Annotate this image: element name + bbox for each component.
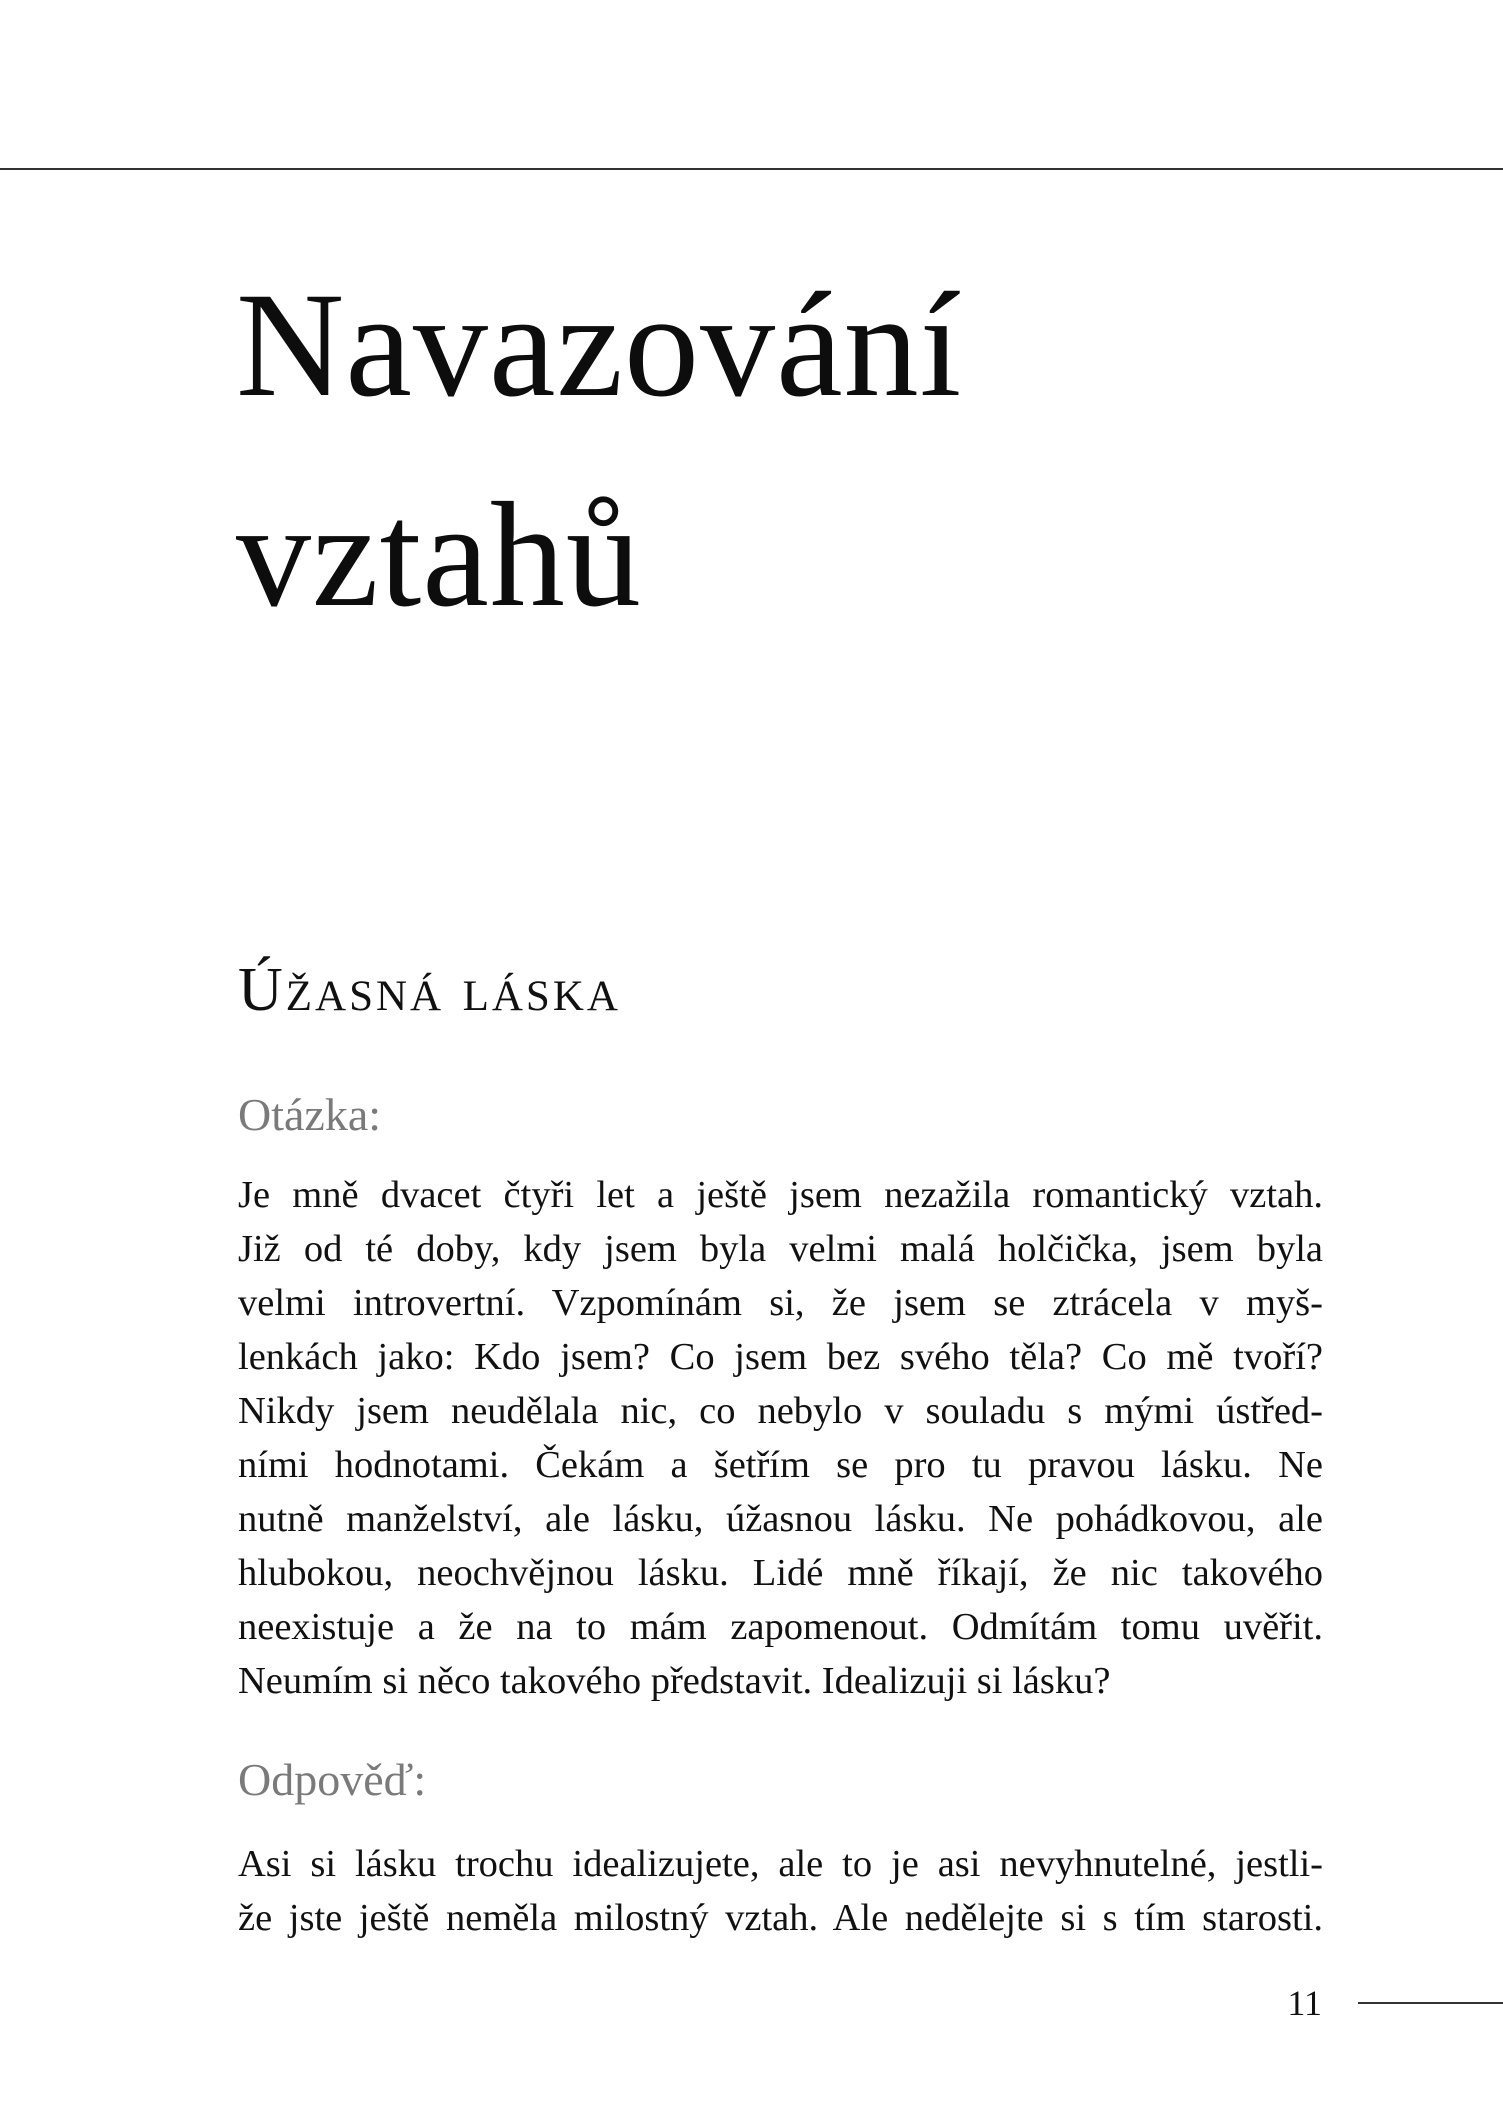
question-line: lenkách jako: Kdo jsem? Co jsem bez svého těla? Co mě tvoří? (238, 1336, 1323, 1378)
question-line: velmi introvertní. Vzpomínám si, že jsem se ztrácela v myš- (238, 1282, 1323, 1324)
question-text (238, 1168, 1323, 1708)
answer-text (238, 1837, 1323, 1945)
answer-label: Odpověď: (238, 1754, 427, 1805)
section-title: Úžasná láska (238, 956, 621, 1024)
question-line: Je mně dvacet čtyři let a ještě jsem nezažila romantický vztah. (238, 1174, 1323, 1216)
question-line: Již od té doby, kdy jsem byla velmi malá holčička, jsem byla (238, 1228, 1323, 1270)
chapter-title (236, 240, 962, 660)
bottom-rule (1358, 2002, 1503, 2004)
question-line: Nikdy jsem neudělala nic, co nebylo v souladu s mými ústřed- (238, 1390, 1323, 1432)
question-line: neexistuje a že na to mám zapomenout. Odmítám tomu uvěřit. (238, 1606, 1323, 1648)
page-number: 11 (1287, 1983, 1322, 2023)
question-line: nutně manželství, ale lásku, úžasnou lásku. Ne pohádkovou, ale (238, 1498, 1323, 1540)
answer-line: že jste ještě neměla milostný vztah. Ale nedělejte si s tím starosti. (238, 1897, 1323, 1939)
top-rule (0, 168, 1503, 170)
question-line: ními hodnotami. Čekám a šetřím se pro tu pravou lásku. Ne (238, 1444, 1323, 1486)
chapter-title-line-2: vztahů (236, 472, 642, 638)
answer-line: Asi si lásku trochu idealizujete, ale to je asi nevyhnutelné, jestli- (238, 1843, 1323, 1885)
question-line: Neumím si něco takového představit. Idealizuji si lásku? (238, 1660, 1111, 1702)
question-line: hlubokou, neochvějnou lásku. Lidé mně říkají, že nic takového (238, 1552, 1323, 1594)
question-label: Otázka: (238, 1089, 382, 1140)
chapter-title-line-1: Navazování (236, 262, 963, 428)
